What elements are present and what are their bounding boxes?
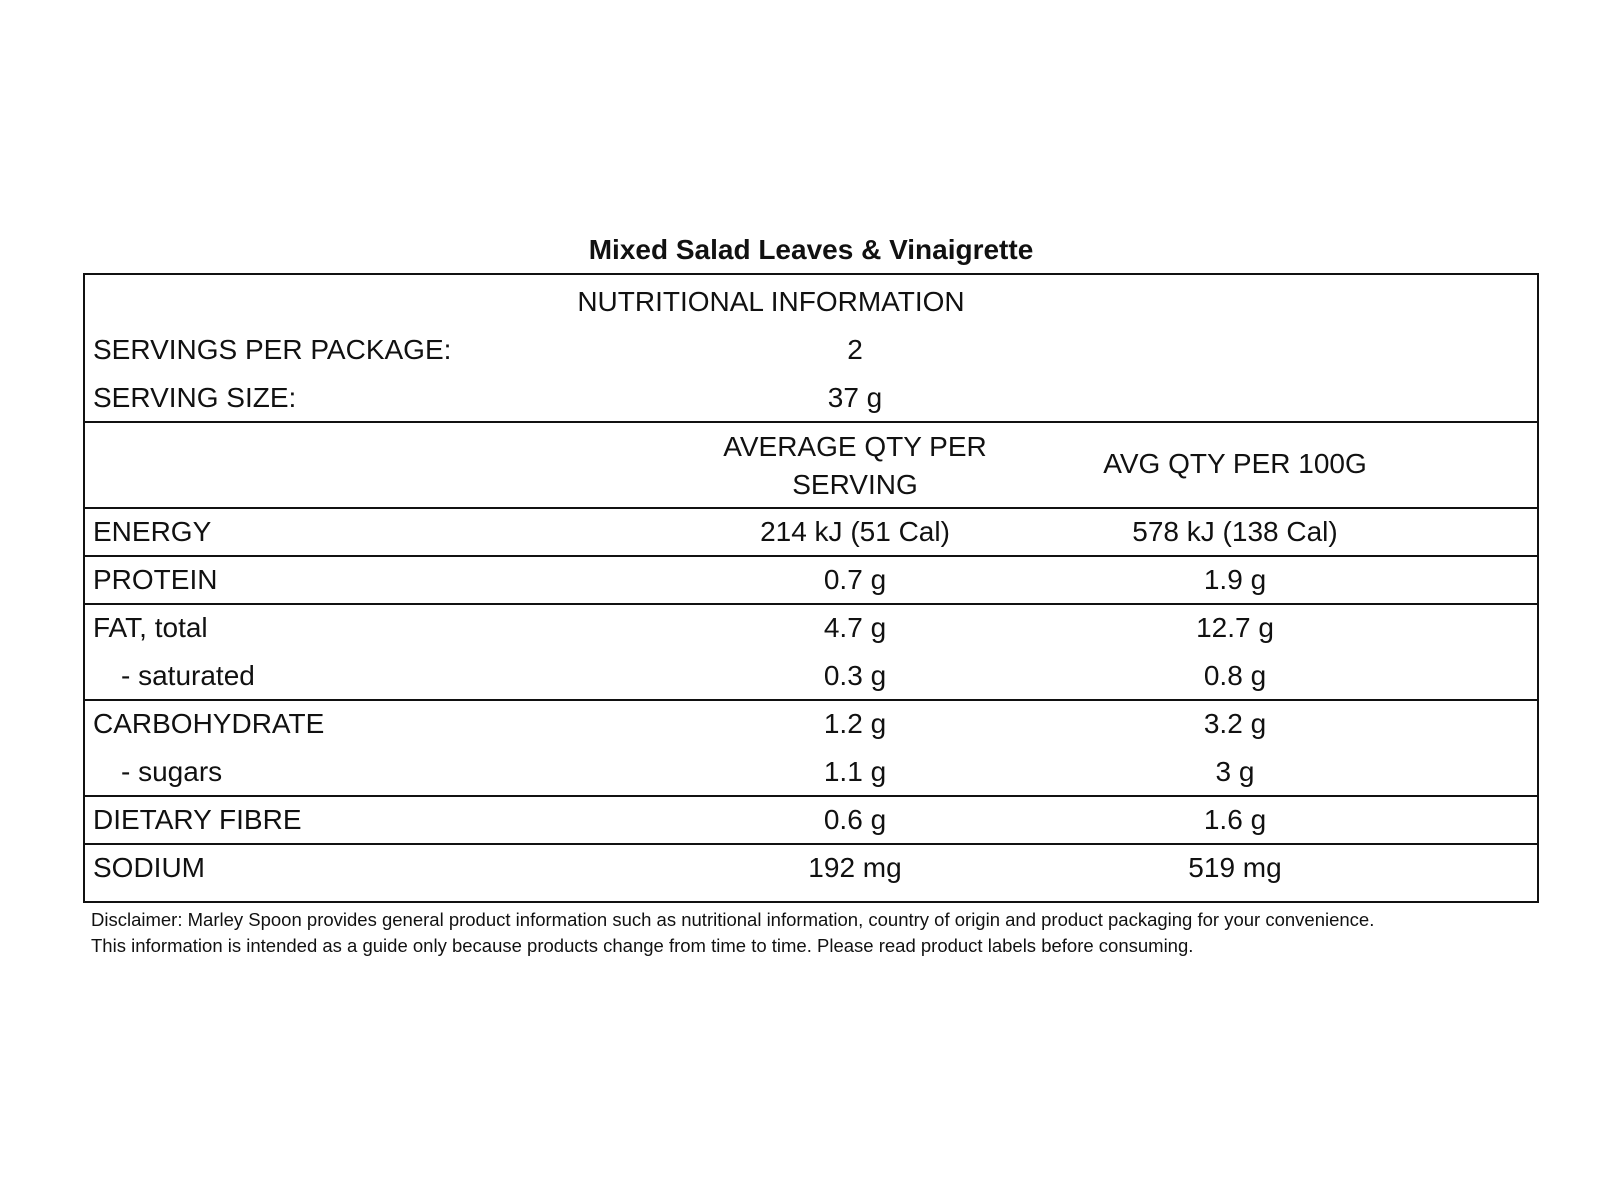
- column-header-per-serving-line1: AVERAGE QTY PER: [723, 431, 987, 462]
- divider: [85, 555, 1537, 557]
- row-label-energy: ENERGY: [93, 516, 212, 547]
- carbohydrate-per-serving: 1.2 g: [823, 708, 887, 739]
- column-header-per-serving-line2: SERVING: [792, 469, 918, 500]
- row-label-dietary-fibre: DIETARY FIBRE: [93, 804, 302, 835]
- row-label-sodium: SODIUM: [93, 852, 205, 883]
- divider: [85, 507, 1537, 509]
- saturated-per-serving: 0.3 g: [823, 660, 887, 691]
- servings-per-package-label: SERVINGS PER PACKAGE:: [93, 334, 452, 365]
- protein-per-100g: 1.9 g: [1203, 564, 1267, 595]
- row-label-protein: PROTEIN: [93, 564, 218, 595]
- sodium-per-100g: 519 mg: [1188, 852, 1282, 883]
- fat-total-per-100g: 12.7 g: [1196, 612, 1274, 643]
- sugars-per-100g: 3 g: [1215, 756, 1255, 787]
- dietary-fibre-per-100g: 1.6 g: [1203, 804, 1267, 835]
- serving-size-value: 37 g: [827, 382, 883, 413]
- nutrition-panel: [83, 273, 1539, 903]
- divider: [85, 421, 1537, 423]
- row-label-fat-total: FAT, total: [93, 612, 208, 643]
- disclaimer: [91, 907, 1551, 959]
- carbohydrate-per-100g: 3.2 g: [1203, 708, 1267, 739]
- serving-size-label: SERVING SIZE:: [93, 382, 297, 413]
- sugars-per-serving: 1.1 g: [823, 756, 887, 787]
- servings-per-package-value: 2: [847, 334, 863, 365]
- dietary-fibre-per-serving: 0.6 g: [823, 804, 887, 835]
- disclaimer-line-1: Disclaimer: Marley Spoon provides general product information such as nutritional information, country of origin and product packaging for your convenience.: [91, 909, 1375, 930]
- protein-per-serving: 0.7 g: [823, 564, 887, 595]
- sodium-per-serving: 192 mg: [808, 852, 902, 883]
- column-header-per-100g: AVG QTY PER 100G: [1103, 448, 1367, 479]
- row-label-saturated: - saturated: [121, 660, 255, 691]
- row-label-carbohydrate: CARBOHYDRATE: [93, 708, 325, 739]
- divider: [85, 795, 1537, 797]
- energy-per-serving: 214 kJ (51 Cal): [760, 516, 950, 547]
- divider: [85, 843, 1537, 845]
- nutrition-heading: NUTRITIONAL INFORMATION: [577, 286, 965, 317]
- fat-total-per-serving: 4.7 g: [823, 612, 887, 643]
- divider: [85, 603, 1537, 605]
- saturated-per-100g: 0.8 g: [1203, 660, 1267, 691]
- product-title: Mixed Salad Leaves & Vinaigrette: [588, 234, 1034, 265]
- row-label-sugars: - sugars: [121, 756, 223, 787]
- disclaimer-line-2: This information is intended as a guide only because products change from time to time. Please read product labels before consuming.: [91, 935, 1194, 956]
- divider: [85, 699, 1537, 701]
- energy-per-100g: 578 kJ (138 Cal): [1132, 516, 1338, 547]
